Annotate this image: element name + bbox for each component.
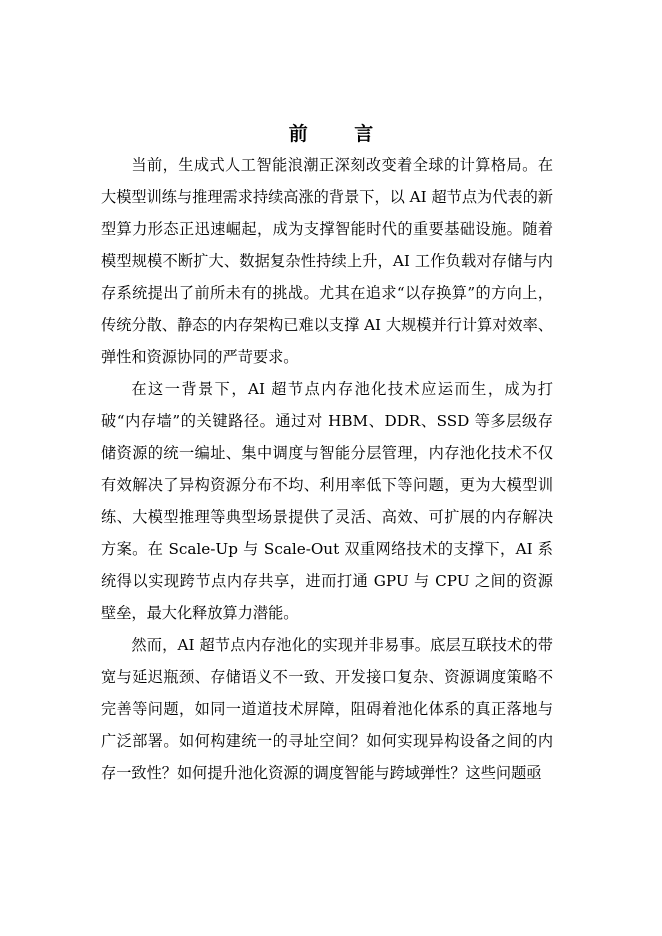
- document-body: [101, 149, 553, 789]
- paragraph-3: 然而，AI 超节点内存池化的实现并非易事。底层互联技术的带宽与延迟瓶颈、存储语义不一致、开发接口复杂、资源调度策略不完善等问题，如同一道道技术屏障，阻碍着池化体系的真正落地与广泛部署。如何构建统一的寻址空间？如何实现异构设备之间的内存一致性？如何提升池化资源的调度智能与跨域弹性？这些问题亟: [101, 636, 553, 782]
- paragraph-2: 在这一背景下，AI 超节点内存池化技术应运而生，成为打破“内存墙”的关键路径。通过对 HBM、DDR、SSD 等多层级存储资源的统一编址、集中调度与智能分层管理，内存池化技术不仅有效解决了异构资源分布不均、利用率低下等问题，更为大模型训练、大模型推理等典型场景提供了灵活、高效、可扩展的内存解决方案。在 Scale-Up 与 Scale-Out 双重网络技术的支撑下，AI 系统得以实现跨节点内存共享，进而打通 GPU 与 CPU 之间的资源壁垒，最大化释放算力潜能。: [101, 380, 553, 622]
- page-title: 前 言: [288, 123, 394, 145]
- paragraph-1: 当前，生成式人工智能浪潮正深刻改变着全球的计算格局。在大模型训练与推理需求持续高涨的背景下，以 AI 超节点为代表的新型算力形态正迅速崛起，成为支撑智能时代的重要基础设施。随着模型规模不断扩大、数据复杂性持续上升，AI 工作负载对存储与内存系统提出了前所未有的挑战。尤其在追求“以存换算”的方向上，传统分散、静态的内存架构已难以支撑 AI 大规模并行计算对效率、弹性和资源协同的严苛要求。: [101, 156, 553, 366]
